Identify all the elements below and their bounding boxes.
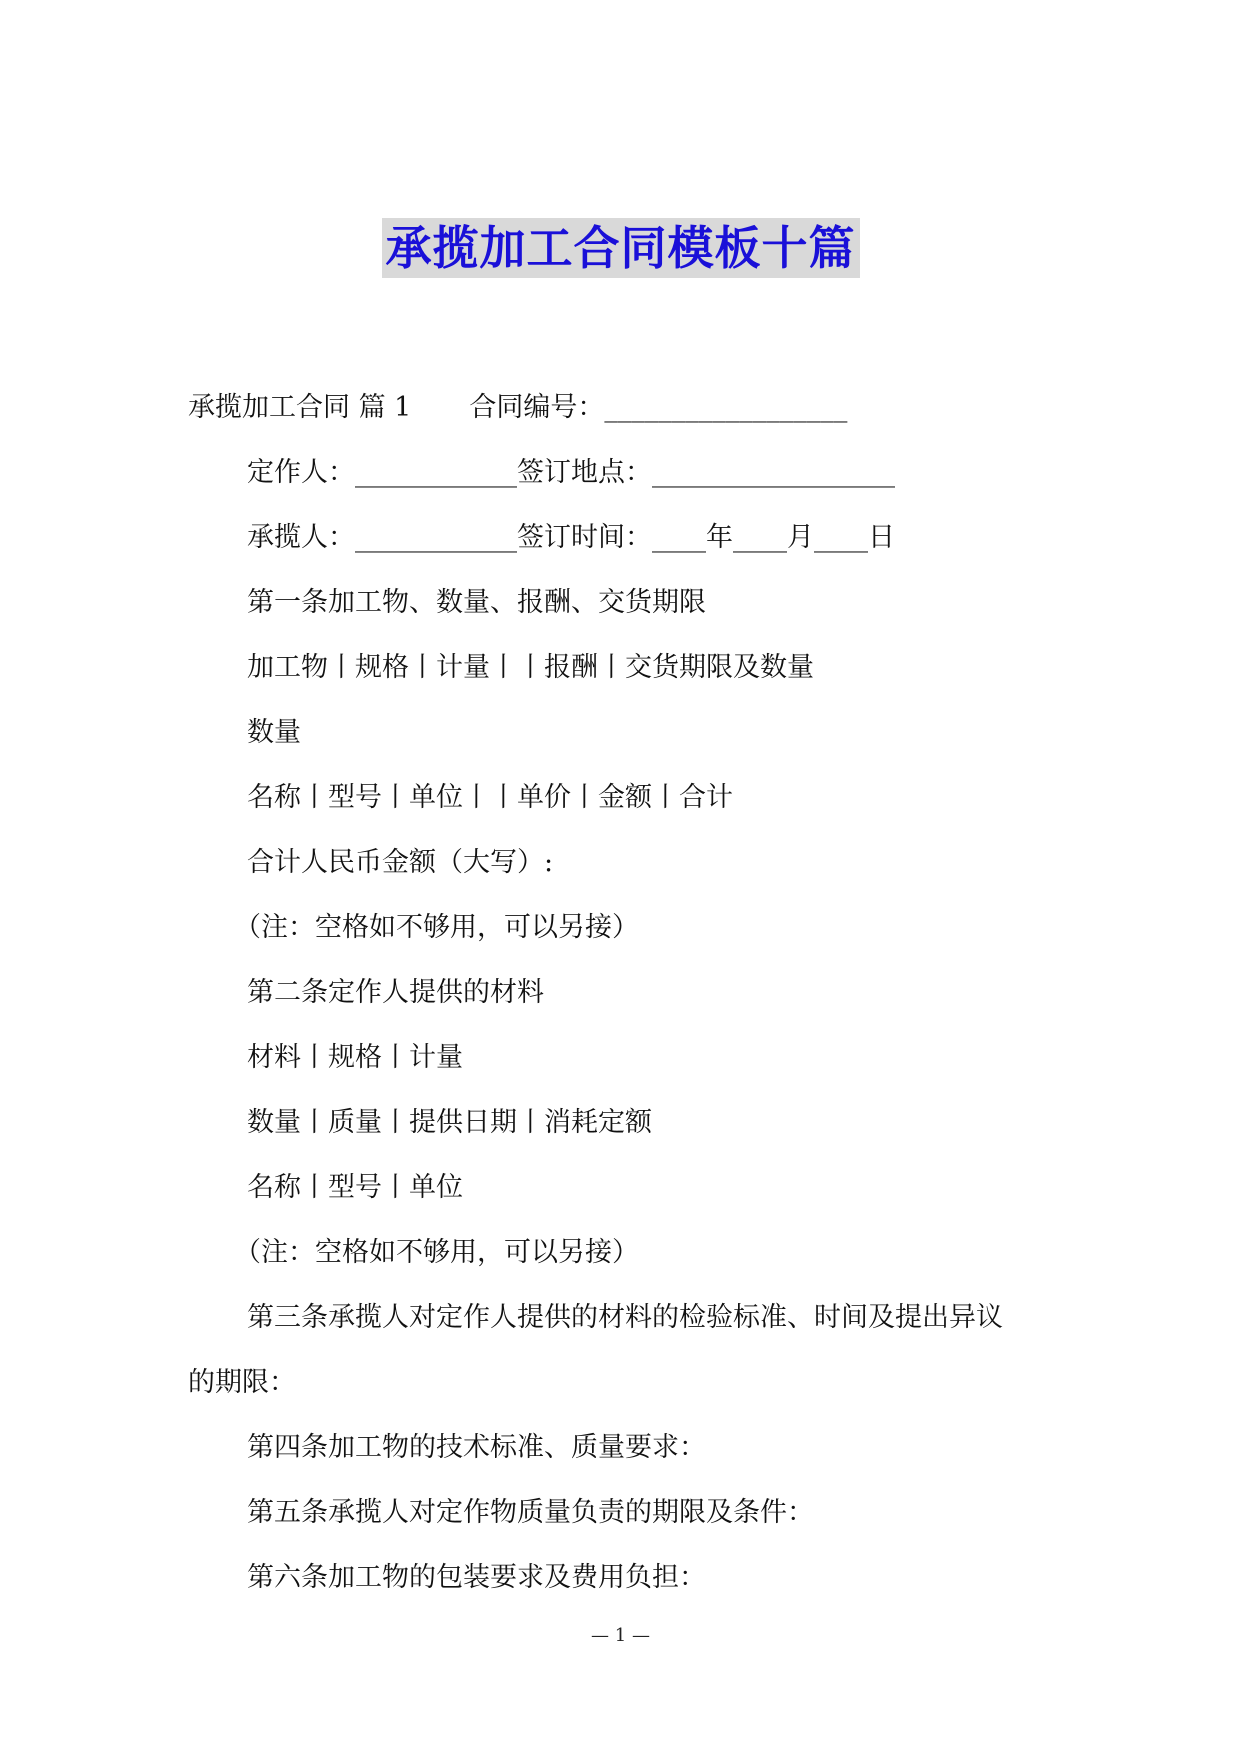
body-line: 名称丨型号丨单位 [247,1172,463,1203]
body-line: 第一条加工物、数量、报酬、交货期限 [247,587,706,618]
body-line: 名称丨型号丨单位丨丨单价丨金额丨合计 [247,782,733,813]
header-line [188,388,1058,453]
body-line: （注：空格如不够用，可以另接） [234,1237,639,1268]
page-number: — 1 — [591,1625,650,1646]
body-line: 材料丨规格丨计量 [247,1042,463,1073]
document-body [188,388,1058,1623]
part-label: 承揽加工合同 篇 1 [188,392,412,423]
body-line: 承揽人：____________签订时间：____年____月____日 [247,522,895,553]
body-line: 数量 [247,717,301,748]
article-3-line-2: 的期限： [188,1367,296,1398]
article-3-line-1: 第三条承揽人对定作人提供的材料的检验标准、时间及提出异议 [247,1302,1003,1333]
body-line: 第四条加工物的技术标准、质量要求： [247,1432,706,1463]
body-line: 加工物丨规格丨计量丨丨报酬丨交货期限及数量 [247,652,814,683]
body-line: 数量丨质量丨提供日期丨消耗定额 [247,1107,652,1138]
body-line: 第六条加工物的包装要求及费用负担： [247,1562,706,1593]
body-line: 合计人民币金额（大写）: [247,847,554,878]
contract-number: 合同编号：__________________ [469,392,848,423]
title-container [0,218,1241,278]
body-line: 第二条定作人提供的材料 [247,977,544,1008]
body-line: 定作人：____________签订地点：__________________ [247,457,895,488]
body-line: （注：空格如不够用，可以另接） [234,912,639,943]
body-line: 第五条承揽人对定作物质量负责的期限及条件： [247,1497,814,1528]
document-title: 承揽加工合同模板十篇 [382,218,860,278]
